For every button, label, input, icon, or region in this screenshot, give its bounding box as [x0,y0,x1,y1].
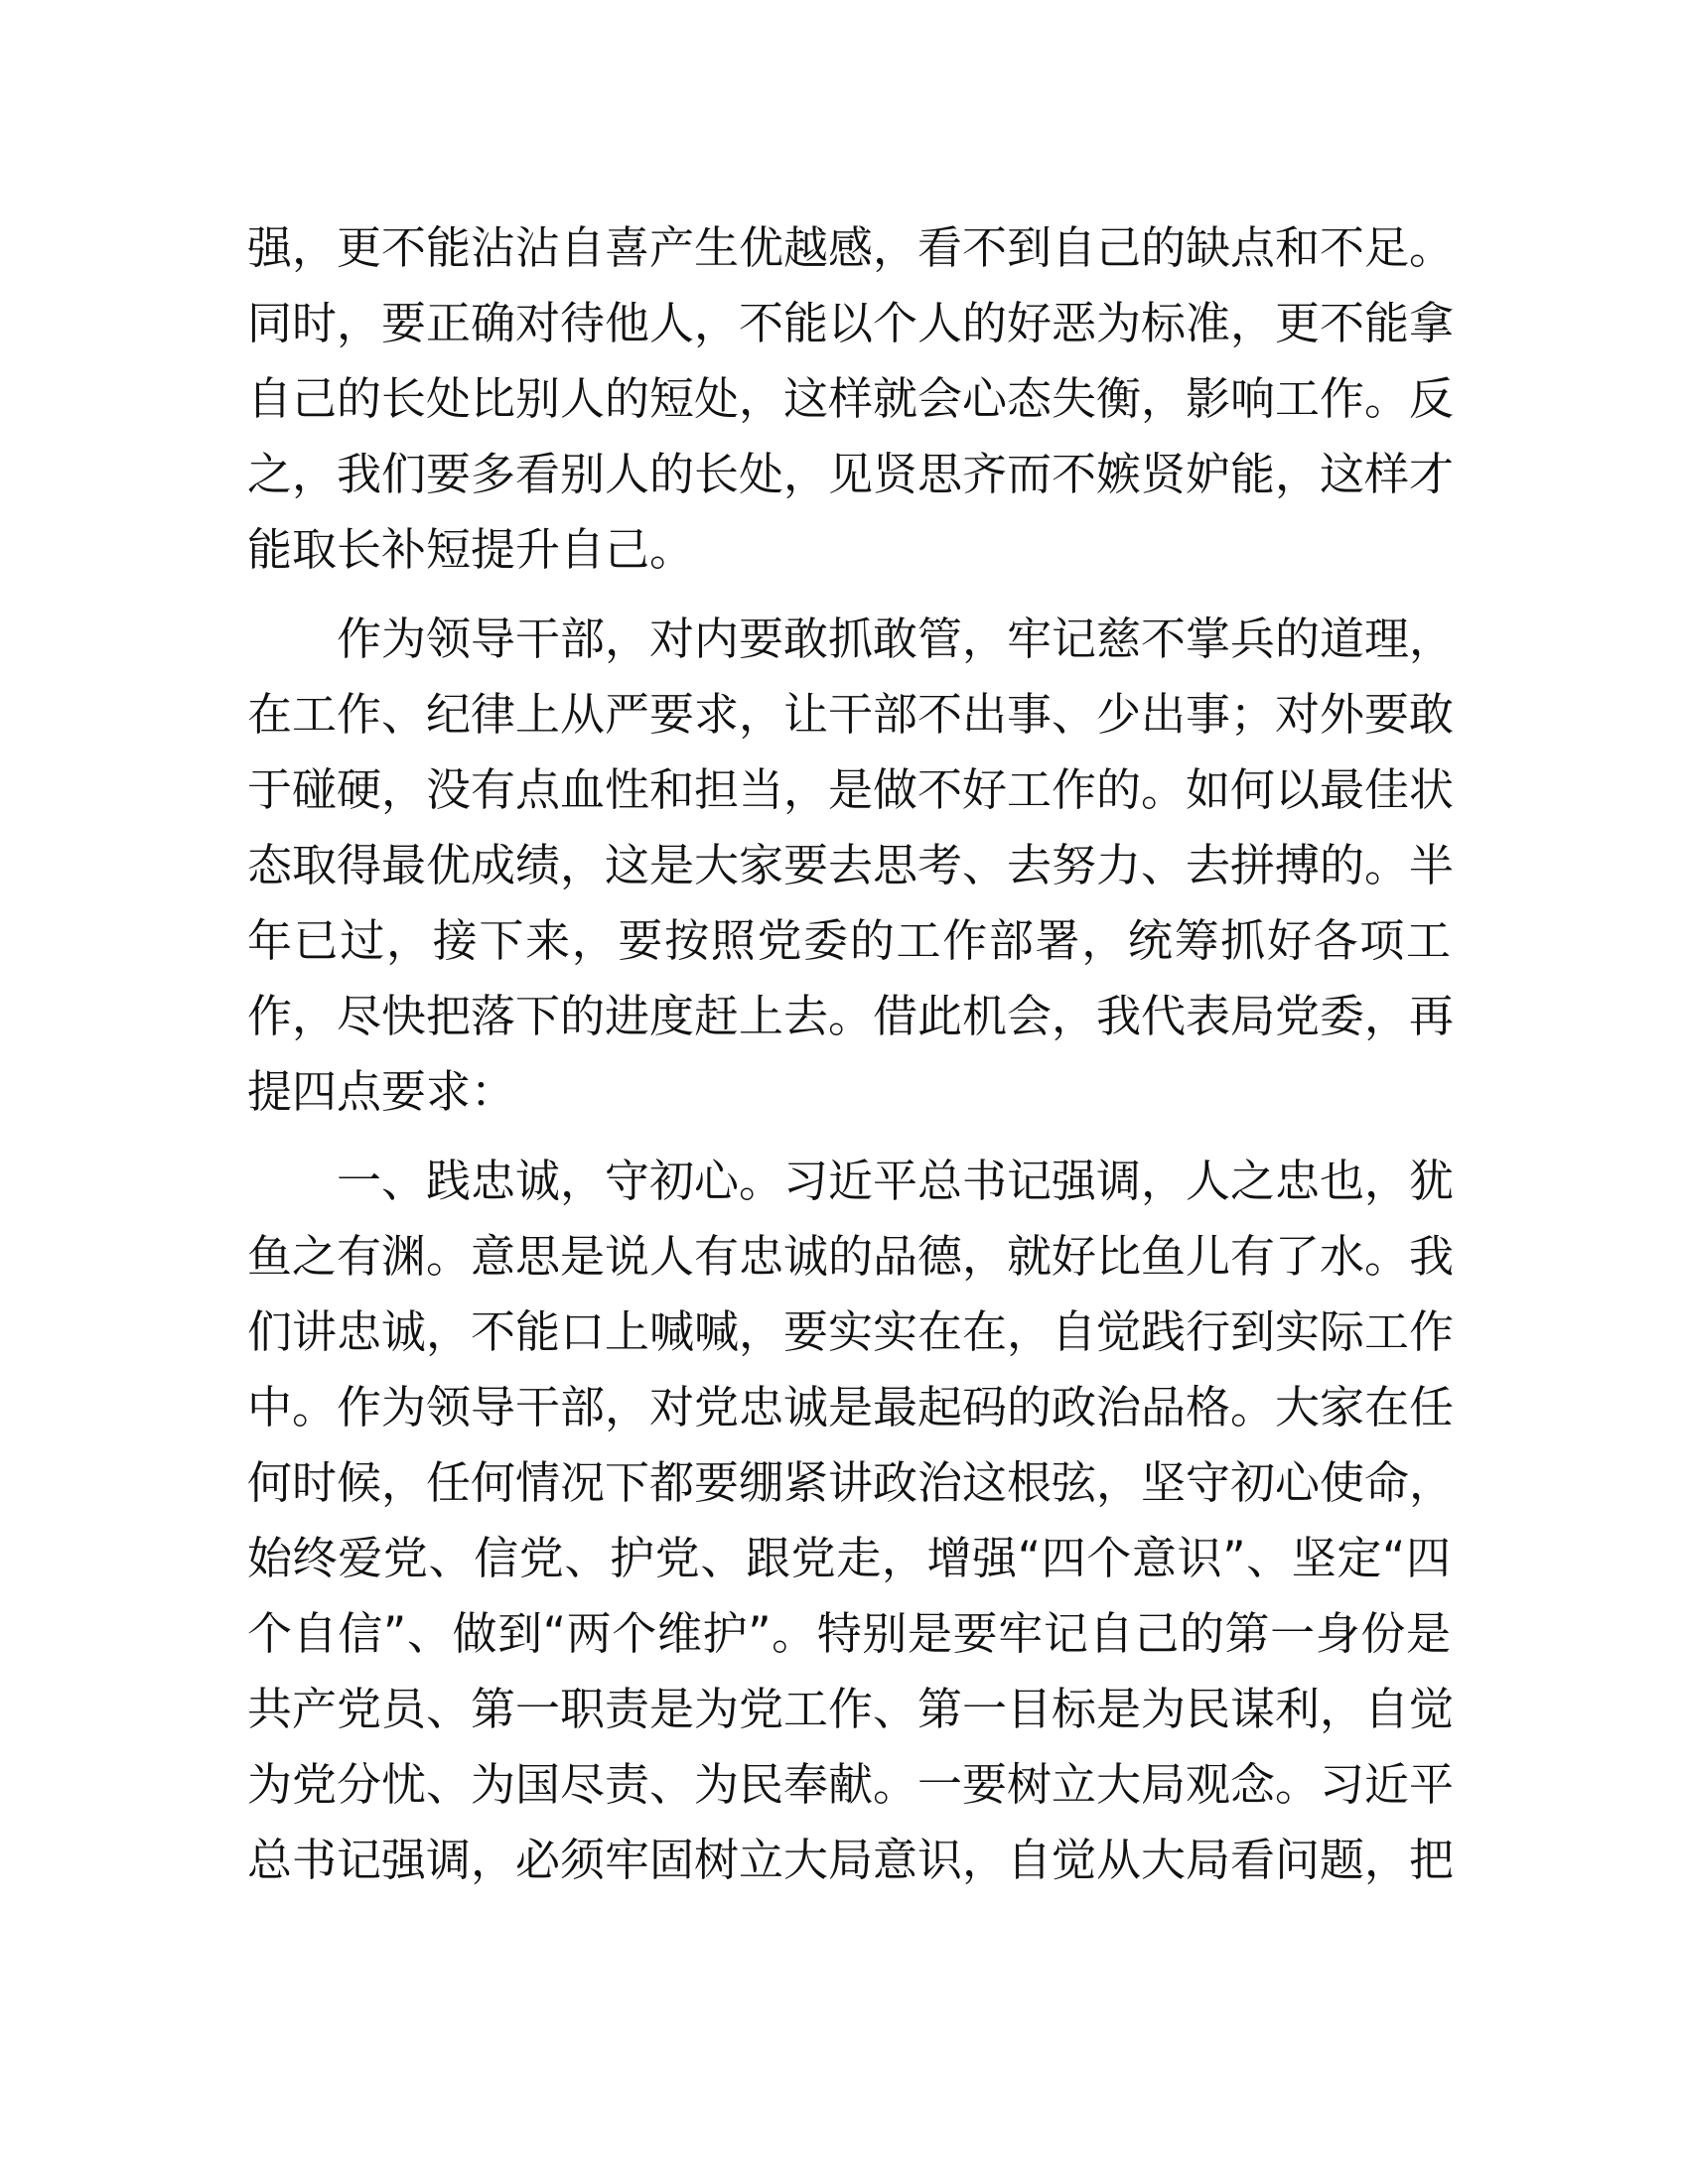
text-line: 作为领导干部，对内要敢抓敢管，牢记慈不掌兵的道理， [337,613,1455,665]
text-line: 年已过，接下来，要按照党委的工作部署，统筹抓好各项工 [247,914,1451,967]
text-line: 作，尽快把落下的进度赶上去。借此机会，我代表局党委，再 [247,990,1455,1042]
text-line: 自己的长处比别人的短处，这样就会心态失衡，影响工作。反 [247,372,1455,425]
text-line: 态取得最优成绩，这是大家要去思考、去努力、去拼搏的。半 [247,839,1455,891]
text-line: 强，更不能沾沾自喜产生优越感，看不到自己的缺点和不足。 [247,221,1455,274]
paragraph-3 [247,1144,1455,1898]
text-line: 为党分忧、为国尽责、为民奉献。一要树立大局观念。习近平 [247,1758,1455,1811]
text-line: 共产党员、第一职责是为党工作、第一目标是为民谋利，自觉 [247,1683,1455,1735]
text-line: 之，我们要多看别人的长处，见贤思齐而不嫉贤妒能，这样才 [247,448,1455,500]
text-line: 在工作、纪律上从严要求，让干部不出事、少出事；对外要敢 [247,688,1455,741]
text-line: 总书记强调，必须牢固树立大局意识，自觉从大局看问题，把 [247,1834,1455,1886]
text-line: 个自信”、做到“两个维护”。特别是要牢记自己的第一身份是 [247,1607,1451,1660]
document-body [247,210,1455,1898]
paragraph-1 [247,210,1455,588]
text-line: 同时，要正确对待他人，不能以个人的好恶为标准，更不能拿 [247,297,1455,349]
text-line: 提四点要求： [247,1065,516,1118]
text-line: 们讲忠诚，不能口上喊喊，要实实在在，自觉践行到实际工作 [247,1305,1455,1358]
paragraph-2 [247,602,1455,1130]
text-line: 何时候，任何情况下都要绷紧讲政治这根弦，坚守初心使命， [247,1456,1455,1509]
text-line: 一、践忠诚，守初心。习近平总书记强调，人之忠也，犹 [337,1155,1455,1207]
text-line: 中。作为领导干部，对党忠诚是最起码的政治品格。大家在任 [247,1381,1455,1433]
text-line: 始终爱党、信党、护党、跟党走，增强“四个意识”、坚定“四 [247,1532,1451,1584]
text-line: 于碰硬，没有点血性和担当，是做不好工作的。如何以最佳状 [247,763,1455,816]
text-line: 能取长补短提升自己。 [247,523,695,576]
text-line: 鱼之有渊。意思是说人有忠诚的品德，就好比鱼儿有了水。我 [247,1230,1455,1283]
